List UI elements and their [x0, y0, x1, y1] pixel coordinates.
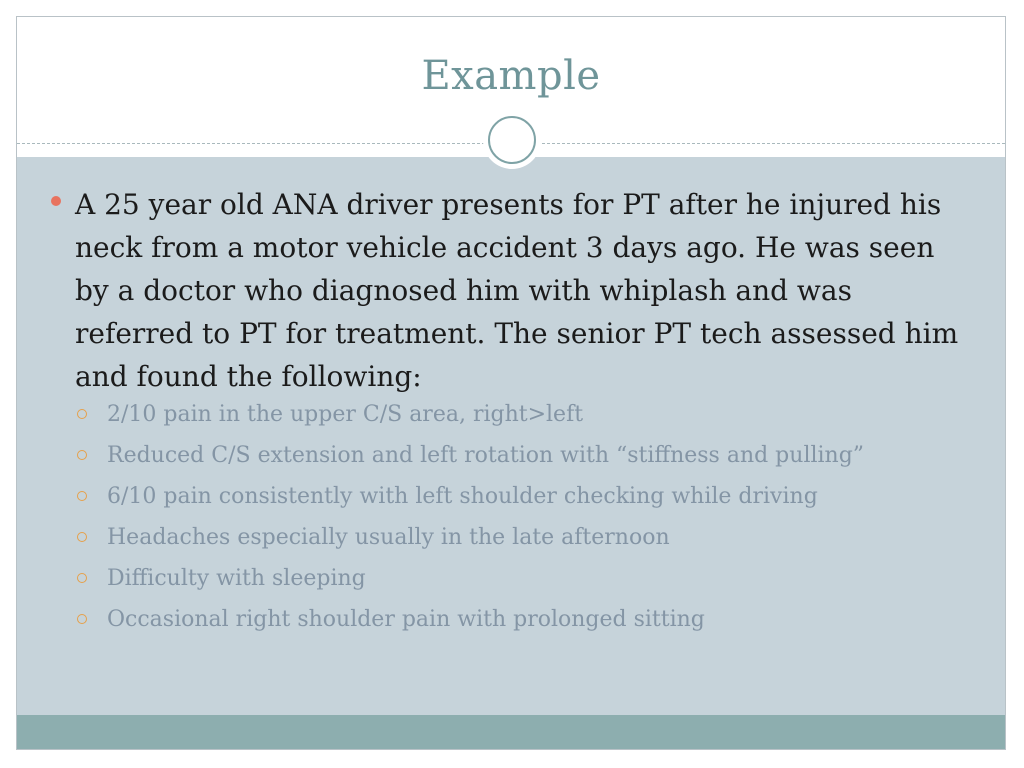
sub-bullet-text: 2/10 pain in the upper C/S area, right>left — [107, 402, 584, 427]
ring-ornament-icon — [483, 111, 541, 169]
sub-bullet-text: Difficulty with sleeping — [107, 566, 366, 591]
footer-bar — [17, 715, 1005, 749]
sub-bullet-text: Reduced C/S extension and left rotation with “stiffness and pulling” — [107, 443, 865, 468]
sub-bullet-text: 6/10 pain consistently with left shoulder checking while driving — [107, 484, 818, 509]
sub-bullet-text: Occasional right shoulder pain with prolonged sitting — [107, 607, 705, 632]
hollow-circle-bullet-icon — [77, 573, 87, 583]
filled-circle-bullet-icon — [51, 196, 61, 206]
sub-bullet — [75, 517, 975, 558]
hollow-circle-bullet-icon — [77, 614, 87, 624]
ring-ornament-inner — [488, 116, 536, 164]
main-bullet-text: A 25 year old ANA driver presents for PT after he injured his neck from a motor vehicle accident 3 days ago. He was seen by a doctor who diagnosed him with whiplash and was referred to PT for treatment. The senior PT tech assessed him and found the following: — [75, 188, 959, 393]
sub-bullet-text: Headaches especially usually in the late afternoon — [107, 525, 670, 550]
sub-bullet-list — [75, 394, 975, 640]
hollow-circle-bullet-icon — [77, 409, 87, 419]
sub-bullet — [75, 558, 975, 599]
sub-bullet — [75, 599, 975, 640]
slide-title: Example — [421, 53, 601, 99]
sub-bullet — [75, 476, 975, 517]
main-bullet — [51, 183, 971, 398]
sub-bullet — [75, 435, 975, 476]
hollow-circle-bullet-icon — [77, 491, 87, 501]
hollow-circle-bullet-icon — [77, 450, 87, 460]
hollow-circle-bullet-icon — [77, 532, 87, 542]
sub-bullet — [75, 394, 975, 435]
slide — [16, 16, 1006, 750]
